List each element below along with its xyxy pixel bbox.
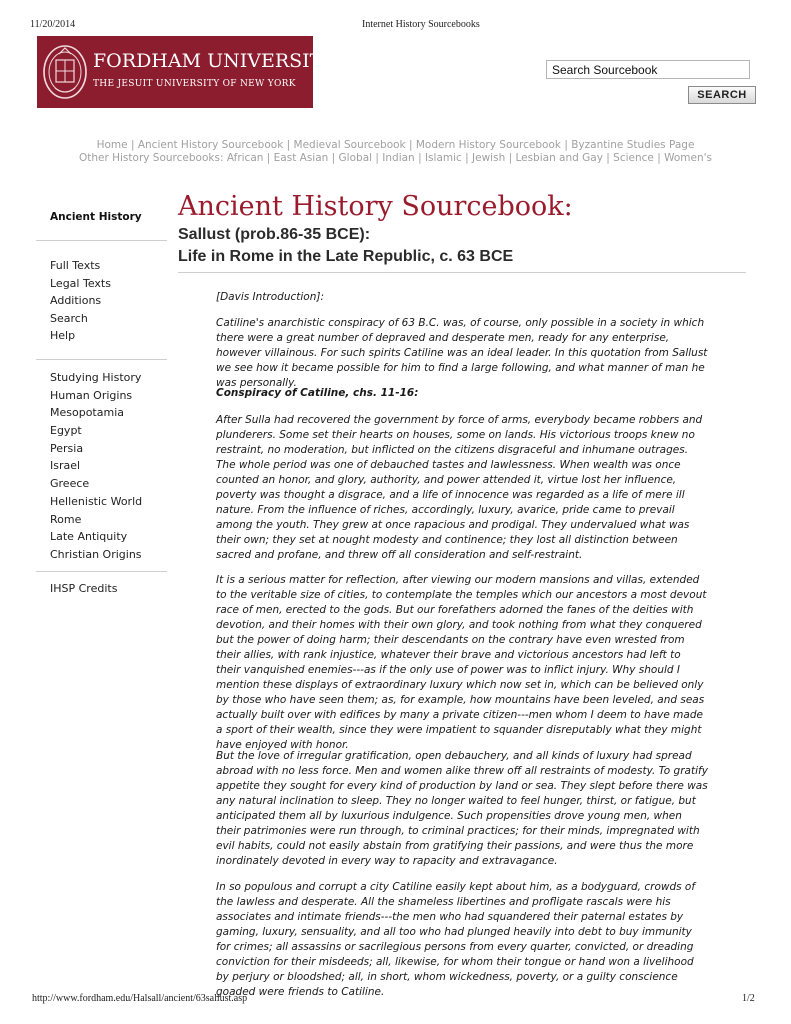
sidebar-link-ihsp-credits[interactable]: IHSP Credits <box>50 582 118 595</box>
university-seal-icon <box>41 42 89 102</box>
sidebar-link-legal-texts[interactable]: Legal Texts <box>50 277 111 290</box>
body-paragraph: But the love of irregular gratification, open debauchery, and all kinds of luxury had spread abroad with no less force. Men and women alike threw off all restraints of modesty. To gratify appetite they sought for every kind of production by land or sea. They slept before there was any natural inclination to sleep. They no longer waited to feel hunger, thirst, or fatigue, but anticipated them all by luxurious indulgence. Such propensities drove young men, when their patrimonies were run through, to criminal practices; for their minds, impregnated with evil habits, could not easily abstain from gratifying their passions, and were thus the more inordinately devoted in every way to rapacity and extravagance. <box>216 750 708 867</box>
nav-link-jewish[interactable]: Jewish <box>472 152 506 164</box>
nav-link-east-asian[interactable]: East Asian <box>273 152 329 164</box>
sidebar-link-hellenistic-world[interactable]: Hellenistic World <box>50 495 143 508</box>
nav-link-womens[interactable]: Women's <box>664 152 713 164</box>
source-author-heading: Sallust (prob.86-35 BCE): <box>178 226 371 243</box>
search-button[interactable]: SEARCH <box>688 86 756 104</box>
nav-link-medieval[interactable]: Medieval Sourcebook <box>293 139 406 151</box>
search-input[interactable] <box>546 60 750 79</box>
nav-link-science[interactable]: Science <box>613 152 654 164</box>
nav-separator: | <box>465 152 473 164</box>
sidebar-link-persia[interactable]: Persia <box>50 442 84 455</box>
section-heading: Conspiracy of Catiline, chs. 11-16: <box>216 387 419 399</box>
nav-separator: | <box>266 152 274 164</box>
print-page-number: 1/2 <box>742 993 755 1004</box>
body-paragraph: It is a serious matter for reflection, after viewing our modern mansions and villas, extended to the veritable size of cities, to contemplate the temples which our ancestors a most devout race of men, erected to the gods. But our forefathers adorned the fanes of the deities with devotion, and their homes with their own glory, and took nothing from what they conquered but the power of doing harm; their descendants on the contrary have even wrested from their allies, with rank injustice, whatever their brave and victorious ancestors had left to their vanquished enemies---as if the only use of power was to inflict injury. Why should I mention these displays of extraordinary luxury which now set in, which can be believed only by those who have seen them; as, for example, how mountains have been leveled, and seas actually built over with edifices by many a private citizen---men whom I deem to have made a sport of their wealth, since they were impatient to squander disreputably what they might have enjoyed with honor. <box>216 574 707 751</box>
sidebar-link-greece[interactable]: Greece <box>50 477 90 490</box>
sidebar-link-christian-origins[interactable]: Christian Origins <box>50 548 142 561</box>
sidebar-divider <box>36 240 167 241</box>
sidebar-link-studying-history[interactable]: Studying History <box>50 371 142 384</box>
nav-link-indian[interactable]: Indian <box>382 152 415 164</box>
body-paragraph: After Sulla had recovered the government by force of arms, everybody became robbers and plunderers. Some set their hearts on houses, some on lands. His victorious troops knew no restraint, no moderation, but inflicted on the citizens disgraceful and inhumane outrages. The whole period was one of debauched tastes and lawlessness. When wealth was once counted an honor, and glory, authority, and power attended it, virtue lost her influence, poverty was thought a disgrace, and a life of innocence was regarded as a life of mere ill nature. From the influence of riches, accordingly, luxury, avarice, pride came to prevail among the youth. They grew at once rapacious and prodigal. They undervalued what was their own; they set at nought modesty and continence; they lost all distinction between sacred and profane, and threw off all consideration and self-restraint. <box>216 414 703 561</box>
nav-link-global[interactable]: Global <box>338 152 373 164</box>
sidebar-link-search[interactable]: Search <box>50 312 88 325</box>
intro-label: [Davis Introduction]: <box>216 291 325 303</box>
print-url: http://www.fordham.edu/Halsall/ancient/63sallust.asp <box>32 993 248 1004</box>
fordham-banner-logo[interactable] <box>37 36 335 108</box>
nav-link-home[interactable]: Home <box>96 139 128 151</box>
nav-link-lesbian-gay[interactable]: Lesbian and Gay <box>515 152 603 164</box>
print-date: 11/20/2014 <box>30 19 76 30</box>
nav-link-modern[interactable]: Modern History Sourcebook <box>415 139 561 151</box>
sidebar-link-human-origins[interactable]: Human Origins <box>50 389 133 402</box>
sidebar-link-additions[interactable]: Additions <box>50 294 102 307</box>
sidebar-link-egypt[interactable]: Egypt <box>50 424 82 437</box>
sidebar-link-mesopotamia[interactable]: Mesopotamia <box>50 406 124 419</box>
intro-paragraph: Catiline's anarchistic conspiracy of 63 B.C. was, of course, only possible in a society in which there were a great number of depraved and desperate men, ready for any enterprise, however villainous. For such spirits Catiline was an ideal leader. In this quotation from Sallust we see how it became possible for him to find a large following, and what manner of man he was personally. <box>216 317 708 389</box>
nav-separator: | <box>564 139 572 151</box>
nav-separator: | <box>657 152 665 164</box>
body-paragraph: In so populous and corrupt a city Catiline easily kept about him, as a bodyguard, crowds of the lawless and desperate. All the shameless libertines and profligate rascals were his associates and intimate friends---the men who had squandered their paternal estates by gaming, luxury, sensuality, and all too who had plunged heavily into debt to buy immunity for crimes; all assassins or sacrilegious persons from every quarter, convicted, or dreading conviction for their misdeeds; all, likewise, for whom their tongue or hand won a livelihood by perjury or bloodshed; all, in short, whom wickedness, poverty, or a guilty conscience goaded were friends to Catiline. <box>216 881 696 998</box>
nav-separator: | <box>331 152 339 164</box>
university-tagline: THE JESUIT UNIVERSITY OF NEW YORK <box>93 79 296 89</box>
title-divider <box>178 272 746 273</box>
sidebar-link-rome[interactable]: Rome <box>50 513 82 526</box>
nav-separator: | <box>375 152 383 164</box>
sidebar-heading: Ancient History <box>50 211 142 223</box>
nav-link-byzantine[interactable]: Byzantine Studies Page <box>571 139 695 151</box>
nav-separator: | <box>408 139 416 151</box>
print-title: Internet History Sourcebooks <box>362 19 480 30</box>
sidebar-link-late-antiquity[interactable]: Late Antiquity <box>50 530 128 543</box>
source-title-heading: Life in Rome in the Late Republic, c. 63 BCE <box>178 248 514 265</box>
nav-row-secondary <box>0 152 791 164</box>
university-name: FORDHAM UNIVERSITY <box>93 50 335 72</box>
nav-separator: | <box>508 152 516 164</box>
sidebar-link-full-texts[interactable]: Full Texts <box>50 259 101 272</box>
sidebar-divider <box>36 359 167 360</box>
sidebar-divider <box>36 571 167 572</box>
nav-separator: | <box>606 152 614 164</box>
nav-separator: | <box>418 152 425 164</box>
page-title: Ancient History Sourcebook: <box>178 191 573 222</box>
nav-row-primary <box>0 139 791 151</box>
nav-link-ancient[interactable]: Ancient History Sourcebook <box>137 139 284 151</box>
nav-separator: | <box>286 139 294 151</box>
nav-link-african[interactable]: Other History Sourcebooks: African <box>78 152 264 164</box>
sidebar-link-israel[interactable]: Israel <box>50 459 81 472</box>
nav-link-islamic[interactable]: Islamic <box>424 152 462 164</box>
sidebar-link-help[interactable]: Help <box>50 329 76 342</box>
nav-separator: | <box>130 139 138 151</box>
